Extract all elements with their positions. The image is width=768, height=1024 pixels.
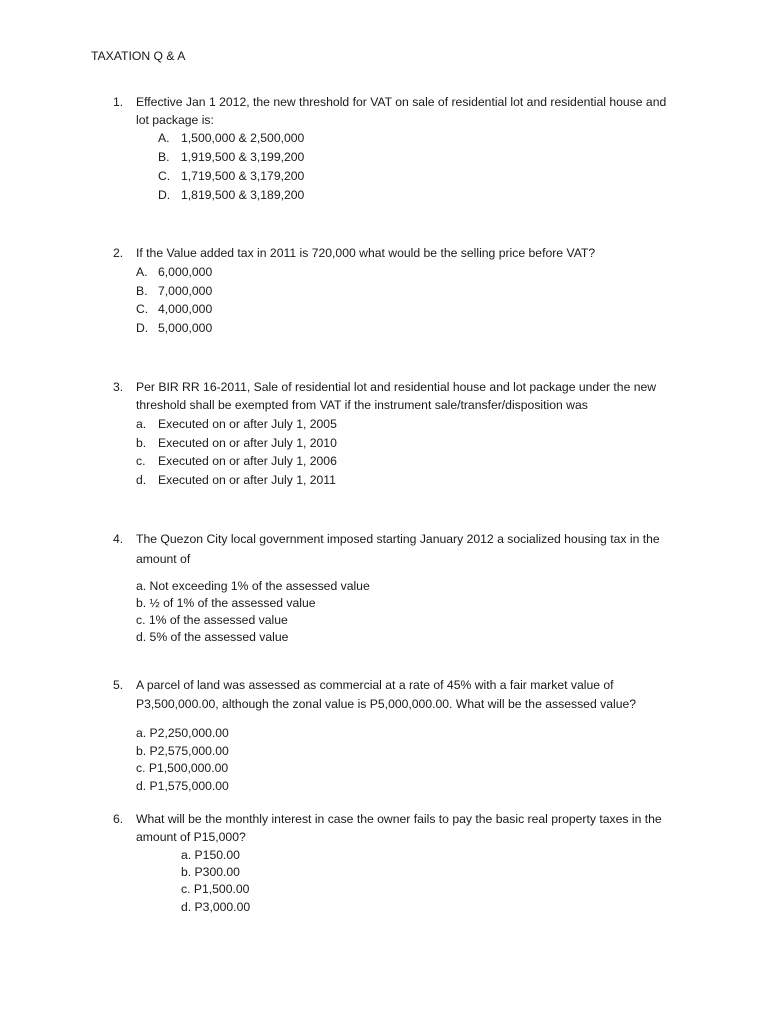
option-b: b. P2,575,000.00 — [136, 744, 229, 758]
question-2 — [0, 244, 768, 338]
option-letter: C. — [136, 302, 149, 316]
question-4 — [0, 529, 768, 650]
option-a: a. P150.00 — [181, 848, 240, 862]
question-number: 3. — [113, 380, 124, 394]
document-title: TAXATION Q & A — [91, 49, 186, 63]
option-letter: A. — [136, 265, 148, 279]
question-text: Per BIR RR 16-2011, Sale of residential lot and residential house and lot package under the new threshold shall be exempted from VAT if the instrument sale/transfer/disposition was — [136, 380, 657, 412]
question-text: If the Value added tax in 2011 is 720,000 what would be the selling price before VAT? — [136, 246, 596, 260]
option-a: a. P2,250,000.00 — [136, 726, 229, 740]
option-d: d. P1,575,000.00 — [136, 779, 229, 793]
option-c: c. 1% of the assessed value — [136, 613, 288, 627]
option-c: c. P1,500,000.00 — [136, 761, 229, 775]
option-text: 1,719,500 & 3,179,200 — [181, 169, 305, 183]
option-text: 5,000,000 — [158, 321, 213, 335]
option-text: 7,000,000 — [158, 284, 213, 298]
option-text: 6,000,000 — [158, 265, 213, 279]
option-letter: D. — [158, 188, 171, 202]
option-letter: C. — [158, 169, 171, 183]
option-letter: d. — [136, 473, 147, 487]
option-text: Executed on or after July 1, 2005 — [158, 417, 337, 431]
question-number: 1. — [113, 95, 124, 109]
option-letter: b. — [136, 436, 147, 450]
option-list — [0, 725, 768, 797]
option-text: Executed on or after July 1, 2010 — [158, 436, 337, 450]
option-list — [0, 578, 768, 650]
option-text: 1,919,500 & 3,199,200 — [181, 150, 305, 164]
option-letter: a. — [136, 417, 147, 431]
question-6 — [0, 810, 768, 918]
option-letter: B. — [136, 284, 148, 298]
option-d: d. 5% of the assessed value — [136, 630, 289, 644]
option-b: b. ½ of 1% of the assessed value — [136, 596, 316, 610]
option-c: c. P1,500.00 — [181, 882, 250, 896]
option-text: Executed on or after July 1, 2006 — [158, 454, 337, 468]
question-number: 5. — [113, 678, 124, 692]
option-a: a. Not exceeding 1% of the assessed value — [136, 579, 370, 593]
question-5 — [0, 676, 768, 797]
option-text: 1,819,500 & 3,189,200 — [181, 188, 305, 202]
question-3 — [0, 378, 768, 490]
option-text: 4,000,000 — [158, 302, 213, 316]
option-text: 1,500,000 & 2,500,000 — [181, 131, 305, 145]
question-text: The Quezon City local government imposed starting January 2012 a socialized housing tax in the amount of — [136, 532, 660, 566]
option-b: b. P300.00 — [181, 865, 240, 879]
option-letter: B. — [158, 150, 170, 164]
option-letter: D. — [136, 321, 149, 335]
option-list — [0, 414, 768, 490]
question-text: A parcel of land was assessed as commercial at a rate of 45% with a fair market value of P3,500,000.00, although the zonal value is P5,000,000.00. What will be the assessed value? — [136, 678, 637, 711]
option-list — [0, 129, 768, 205]
option-list — [0, 846, 768, 918]
question-number: 6. — [113, 812, 124, 826]
question-1 — [0, 93, 768, 205]
question-text: Effective Jan 1 2012, the new threshold for VAT on sale of residential lot and residential house and lot package is: — [136, 95, 667, 127]
question-text: What will be the monthly interest in case the owner fails to pay the basic real property taxes in the amount of P15,000? — [136, 812, 662, 844]
option-list — [0, 262, 768, 338]
option-text: Executed on or after July 1, 2011 — [158, 473, 336, 487]
option-letter: c. — [136, 454, 146, 468]
option-letter: A. — [158, 131, 170, 145]
question-number: 4. — [113, 532, 124, 546]
option-d: d. P3,000.00 — [181, 900, 251, 914]
question-number: 2. — [113, 246, 124, 260]
